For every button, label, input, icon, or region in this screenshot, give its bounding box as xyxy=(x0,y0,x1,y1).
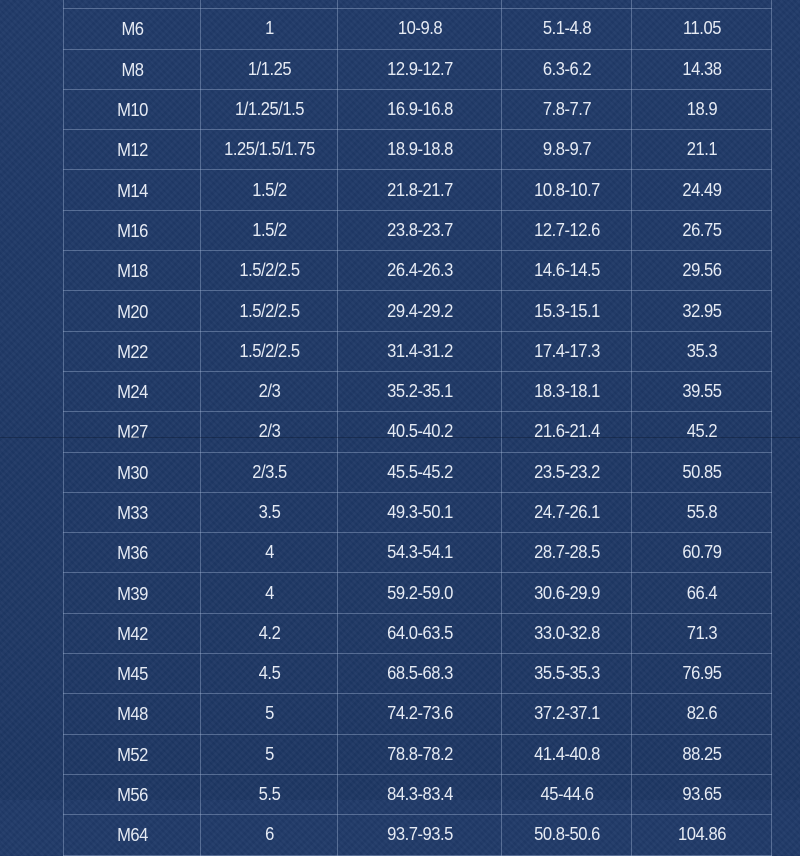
height-cell xyxy=(507,774,627,814)
pitch-cell xyxy=(206,533,332,573)
pitch-cell xyxy=(206,694,332,734)
width-across-corners-cell xyxy=(637,412,766,452)
table-row xyxy=(64,573,772,613)
height-cell xyxy=(507,9,627,49)
cell-text: M56 xyxy=(116,785,148,806)
width-across-corners-cell xyxy=(637,815,766,855)
cell-text: 39.55 xyxy=(681,381,722,402)
height-cell xyxy=(507,130,627,170)
cell-text: 18.9 xyxy=(686,99,717,120)
width-across-flats-cell xyxy=(344,654,495,694)
thread-size-cell xyxy=(69,331,195,371)
width-across-flats-cell xyxy=(344,613,495,653)
cell-text: 4.2 xyxy=(258,622,280,643)
width-across-corners-cell xyxy=(637,0,766,9)
cell-text: 54.3-54.1 xyxy=(386,542,453,563)
height-cell xyxy=(507,0,627,9)
cell-text: 6.3-6.2 xyxy=(542,58,591,79)
cell-text: 64.0-63.5 xyxy=(386,622,453,643)
table-row xyxy=(64,291,772,331)
cell-text: 45.2 xyxy=(686,421,717,442)
height-cell xyxy=(507,613,627,653)
cell-text: 68.5-68.3 xyxy=(386,663,453,684)
thread-size-cell xyxy=(69,734,195,774)
width-across-corners-cell xyxy=(637,573,766,613)
width-across-corners-cell xyxy=(637,452,766,492)
cell-text: 2/3.5 xyxy=(251,461,287,482)
width-across-corners-cell xyxy=(637,734,766,774)
cell-text: 5 xyxy=(264,703,274,724)
height-cell xyxy=(507,734,627,774)
width-across-corners-cell xyxy=(637,492,766,532)
width-across-corners-cell xyxy=(637,130,766,170)
cell-text: 21.8-21.7 xyxy=(386,179,453,200)
width-across-corners-cell xyxy=(637,694,766,734)
cell-text: 82.6 xyxy=(686,703,717,724)
cell-text: 35.2-35.1 xyxy=(386,381,453,402)
thread-size-cell xyxy=(69,613,195,653)
cell-text: 1.5/2/2.5 xyxy=(238,300,300,321)
cell-text: M52 xyxy=(116,744,148,765)
cell-text: 1 xyxy=(264,18,274,39)
width-across-corners-cell xyxy=(637,331,766,371)
width-across-corners-cell xyxy=(637,371,766,411)
cell-text: 93.65 xyxy=(681,784,722,805)
cell-text: 41.4-40.8 xyxy=(533,743,600,764)
width-across-flats-cell xyxy=(344,0,495,9)
pitch-cell xyxy=(206,170,332,210)
width-across-flats-cell xyxy=(344,89,495,129)
pitch-cell xyxy=(206,89,332,129)
cell-text: M24 xyxy=(116,382,148,403)
cell-text: M39 xyxy=(116,583,148,604)
thread-size-cell xyxy=(69,89,195,129)
pitch-cell xyxy=(206,734,332,774)
pitch-cell xyxy=(206,371,332,411)
cell-text: 1/1.25/1.5 xyxy=(234,99,304,120)
cell-text: 10-9.8 xyxy=(397,18,442,39)
pitch-cell xyxy=(206,130,332,170)
pitch-cell xyxy=(206,412,332,452)
height-cell xyxy=(507,371,627,411)
height-cell xyxy=(507,452,627,492)
cell-text: 66.4 xyxy=(686,582,717,603)
width-across-flats-cell xyxy=(344,492,495,532)
table-row xyxy=(64,774,772,814)
cell-text: 23.8-23.7 xyxy=(386,219,453,240)
cell-text: 71.3 xyxy=(686,622,717,643)
cell-text: 14.38 xyxy=(681,58,722,79)
height-cell xyxy=(507,694,627,734)
thread-size-cell xyxy=(69,291,195,331)
cell-text: M18 xyxy=(116,261,148,282)
cell-text: M20 xyxy=(116,301,148,322)
thread-size-cell xyxy=(69,815,195,855)
cell-text: 28.7-28.5 xyxy=(533,542,600,563)
thread-size-cell xyxy=(69,492,195,532)
table-row xyxy=(64,210,772,250)
cell-text: 60.79 xyxy=(681,542,722,563)
pitch-cell xyxy=(206,815,332,855)
cell-text: 2/3 xyxy=(258,421,280,442)
cell-text: 4 xyxy=(264,542,274,563)
cell-text: M27 xyxy=(116,422,148,443)
thread-size-cell xyxy=(69,533,195,573)
cell-text: 6 xyxy=(264,824,274,845)
thread-size-cell xyxy=(69,412,195,452)
width-across-flats-cell xyxy=(344,170,495,210)
cell-text: 78.8-78.2 xyxy=(386,743,453,764)
cell-text: 88.25 xyxy=(681,743,722,764)
cell-text: 40.5-40.2 xyxy=(386,421,453,442)
pitch-cell xyxy=(206,774,332,814)
cell-text: M8 xyxy=(120,59,144,80)
width-across-flats-cell xyxy=(344,210,495,250)
cell-text: 1.5/2/2.5 xyxy=(238,260,300,281)
cell-text: 23.5-23.2 xyxy=(533,461,600,482)
cell-text: 10.8-10.7 xyxy=(533,179,600,200)
table-row xyxy=(64,170,772,210)
thread-size-cell xyxy=(69,774,195,814)
cell-text: 33.0-32.8 xyxy=(533,622,600,643)
cell-text: 29.56 xyxy=(681,260,722,281)
nut-spec-table xyxy=(63,0,772,856)
pitch-cell xyxy=(206,331,332,371)
table-row xyxy=(64,734,772,774)
pitch-cell xyxy=(206,9,332,49)
table-row xyxy=(64,371,772,411)
thread-size-cell xyxy=(69,251,195,291)
cell-text: 15.3-15.1 xyxy=(533,300,600,321)
thread-size-cell xyxy=(69,0,195,9)
cell-text: 5.5 xyxy=(258,784,280,805)
cell-text: 45.5-45.2 xyxy=(386,461,453,482)
cell-text: M30 xyxy=(116,462,148,483)
cell-text: M48 xyxy=(116,704,148,725)
width-across-corners-cell xyxy=(637,89,766,129)
table-row xyxy=(64,533,772,573)
table-row xyxy=(64,251,772,291)
cell-text: 1.5/2 xyxy=(251,179,287,200)
table-row xyxy=(64,9,772,49)
cell-text: 35.5-35.3 xyxy=(533,663,600,684)
width-across-flats-cell xyxy=(344,130,495,170)
width-across-flats-cell xyxy=(344,815,495,855)
cell-text: 4 xyxy=(264,582,274,603)
thread-size-cell xyxy=(69,371,195,411)
table-row xyxy=(64,815,772,855)
height-cell xyxy=(507,170,627,210)
cell-text: 17.4-17.3 xyxy=(533,340,600,361)
height-cell xyxy=(507,492,627,532)
pitch-cell xyxy=(206,452,332,492)
height-cell xyxy=(507,533,627,573)
cell-text: M10 xyxy=(116,100,148,121)
cell-text: 7.8-7.7 xyxy=(542,99,591,120)
table-row xyxy=(64,89,772,129)
height-cell xyxy=(507,89,627,129)
width-across-flats-cell xyxy=(344,694,495,734)
cell-text: 45-44.6 xyxy=(540,784,593,805)
cell-text: 49.3-50.1 xyxy=(386,502,453,522)
cell-text: 74.2-73.6 xyxy=(386,703,453,724)
cell-text: 84.3-83.4 xyxy=(386,784,453,805)
cell-text: 18.9-18.8 xyxy=(386,139,453,160)
pitch-cell xyxy=(206,492,332,532)
width-across-flats-cell xyxy=(344,734,495,774)
image-seam-divider xyxy=(0,437,800,438)
width-across-flats-cell xyxy=(344,452,495,492)
cell-text: 24.49 xyxy=(681,179,722,200)
height-cell xyxy=(507,291,627,331)
cell-text: 31.4-31.2 xyxy=(386,340,453,361)
cell-text: M14 xyxy=(116,180,148,201)
width-across-flats-cell xyxy=(344,774,495,814)
cell-text: 2/3 xyxy=(258,381,280,402)
cell-text: 29.4-29.2 xyxy=(386,300,453,321)
pitch-cell xyxy=(206,0,332,9)
cell-text: M6 xyxy=(120,19,144,40)
thread-size-cell xyxy=(69,130,195,170)
pitch-cell xyxy=(206,613,332,653)
thread-size-cell xyxy=(69,452,195,492)
pitch-cell xyxy=(206,654,332,694)
cell-text: 59.2-59.0 xyxy=(386,582,453,603)
thread-size-cell xyxy=(69,573,195,613)
width-across-flats-cell xyxy=(344,371,495,411)
width-across-corners-cell xyxy=(637,291,766,331)
width-across-flats-cell xyxy=(344,49,495,89)
cell-text: 9.8-9.7 xyxy=(542,139,591,160)
width-across-flats-cell xyxy=(344,251,495,291)
width-across-flats-cell xyxy=(344,331,495,371)
height-cell xyxy=(507,210,627,250)
width-across-corners-cell xyxy=(637,654,766,694)
width-across-corners-cell xyxy=(637,9,766,49)
table-row xyxy=(64,412,772,452)
cell-text: 35.3 xyxy=(686,340,717,361)
cell-text: 1.5/2 xyxy=(251,219,287,240)
table-row xyxy=(64,0,772,9)
width-across-corners-cell xyxy=(637,613,766,653)
height-cell xyxy=(507,654,627,694)
height-cell xyxy=(507,412,627,452)
height-cell xyxy=(507,251,627,291)
cell-text: 104.86 xyxy=(677,824,726,845)
width-across-corners-cell xyxy=(637,533,766,573)
cell-text: 11.05 xyxy=(682,18,721,39)
cell-text: 12.7-12.6 xyxy=(533,219,600,240)
table-row xyxy=(64,613,772,653)
cell-text: 5 xyxy=(264,743,274,764)
pitch-cell xyxy=(206,49,332,89)
width-across-flats-cell xyxy=(344,412,495,452)
cell-text: M42 xyxy=(116,623,148,644)
height-cell xyxy=(507,815,627,855)
height-cell xyxy=(507,573,627,613)
cell-text: 1.5/2/2.5 xyxy=(238,340,300,361)
cell-text: 55.8 xyxy=(686,502,717,522)
width-across-flats-cell xyxy=(344,9,495,49)
cell-text: 26.75 xyxy=(681,219,722,240)
cell-text: M22 xyxy=(116,341,148,362)
cell-text: 12.9-12.7 xyxy=(386,58,453,79)
cell-text: 24.7-26.1 xyxy=(533,502,600,522)
thread-size-cell xyxy=(69,694,195,734)
cell-text: 32.95 xyxy=(681,300,722,321)
pitch-cell xyxy=(206,251,332,291)
table-row xyxy=(64,452,772,492)
cell-text: 37.2-37.1 xyxy=(533,703,600,724)
cell-text: 14.6-14.5 xyxy=(533,260,600,281)
cell-text: 4.5 xyxy=(258,663,280,684)
cell-text: 21.6-21.4 xyxy=(533,421,600,442)
cell-text: M16 xyxy=(116,220,148,241)
table-row xyxy=(64,49,772,89)
cell-text: M64 xyxy=(116,825,148,846)
thread-size-cell xyxy=(69,9,195,49)
cell-text: M45 xyxy=(116,664,148,685)
cell-text: 21.1 xyxy=(686,139,717,160)
table-body xyxy=(64,0,772,855)
height-cell xyxy=(507,331,627,371)
width-across-corners-cell xyxy=(637,210,766,250)
width-across-corners-cell xyxy=(637,774,766,814)
cell-text: 5.1-4.8 xyxy=(542,18,591,39)
table-row xyxy=(64,331,772,371)
width-across-flats-cell xyxy=(344,533,495,573)
thread-size-cell xyxy=(69,210,195,250)
thread-size-cell xyxy=(69,49,195,89)
cell-text: 50.85 xyxy=(681,461,722,482)
width-across-corners-cell xyxy=(637,251,766,291)
table-row xyxy=(64,492,772,532)
thread-size-cell xyxy=(69,654,195,694)
cell-text: 16.9-16.8 xyxy=(386,99,453,120)
pitch-cell xyxy=(206,573,332,613)
height-cell xyxy=(507,49,627,89)
pitch-cell xyxy=(206,210,332,250)
cell-text: M36 xyxy=(116,543,148,564)
cell-text: 26.4-26.3 xyxy=(386,260,453,281)
cell-text: M12 xyxy=(116,140,148,161)
cell-text: 18.3-18.1 xyxy=(533,381,600,402)
table-row xyxy=(64,694,772,734)
width-across-corners-cell xyxy=(637,49,766,89)
cell-text: 50.8-50.6 xyxy=(533,824,600,845)
cell-text: 1/1.25 xyxy=(247,58,291,79)
width-across-corners-cell xyxy=(637,170,766,210)
cell-text: 93.7-93.5 xyxy=(386,824,453,845)
cell-text: 30.6-29.9 xyxy=(533,582,600,603)
table-row xyxy=(64,654,772,694)
cell-text: 1.25/1.5/1.75 xyxy=(223,139,315,160)
pitch-cell xyxy=(206,291,332,331)
width-across-flats-cell xyxy=(344,573,495,613)
thread-size-cell xyxy=(69,170,195,210)
cell-text: 76.95 xyxy=(681,663,722,684)
width-across-flats-cell xyxy=(344,291,495,331)
table-row xyxy=(64,130,772,170)
cell-text: M33 xyxy=(116,503,148,523)
cell-text: 3.5 xyxy=(258,502,280,522)
